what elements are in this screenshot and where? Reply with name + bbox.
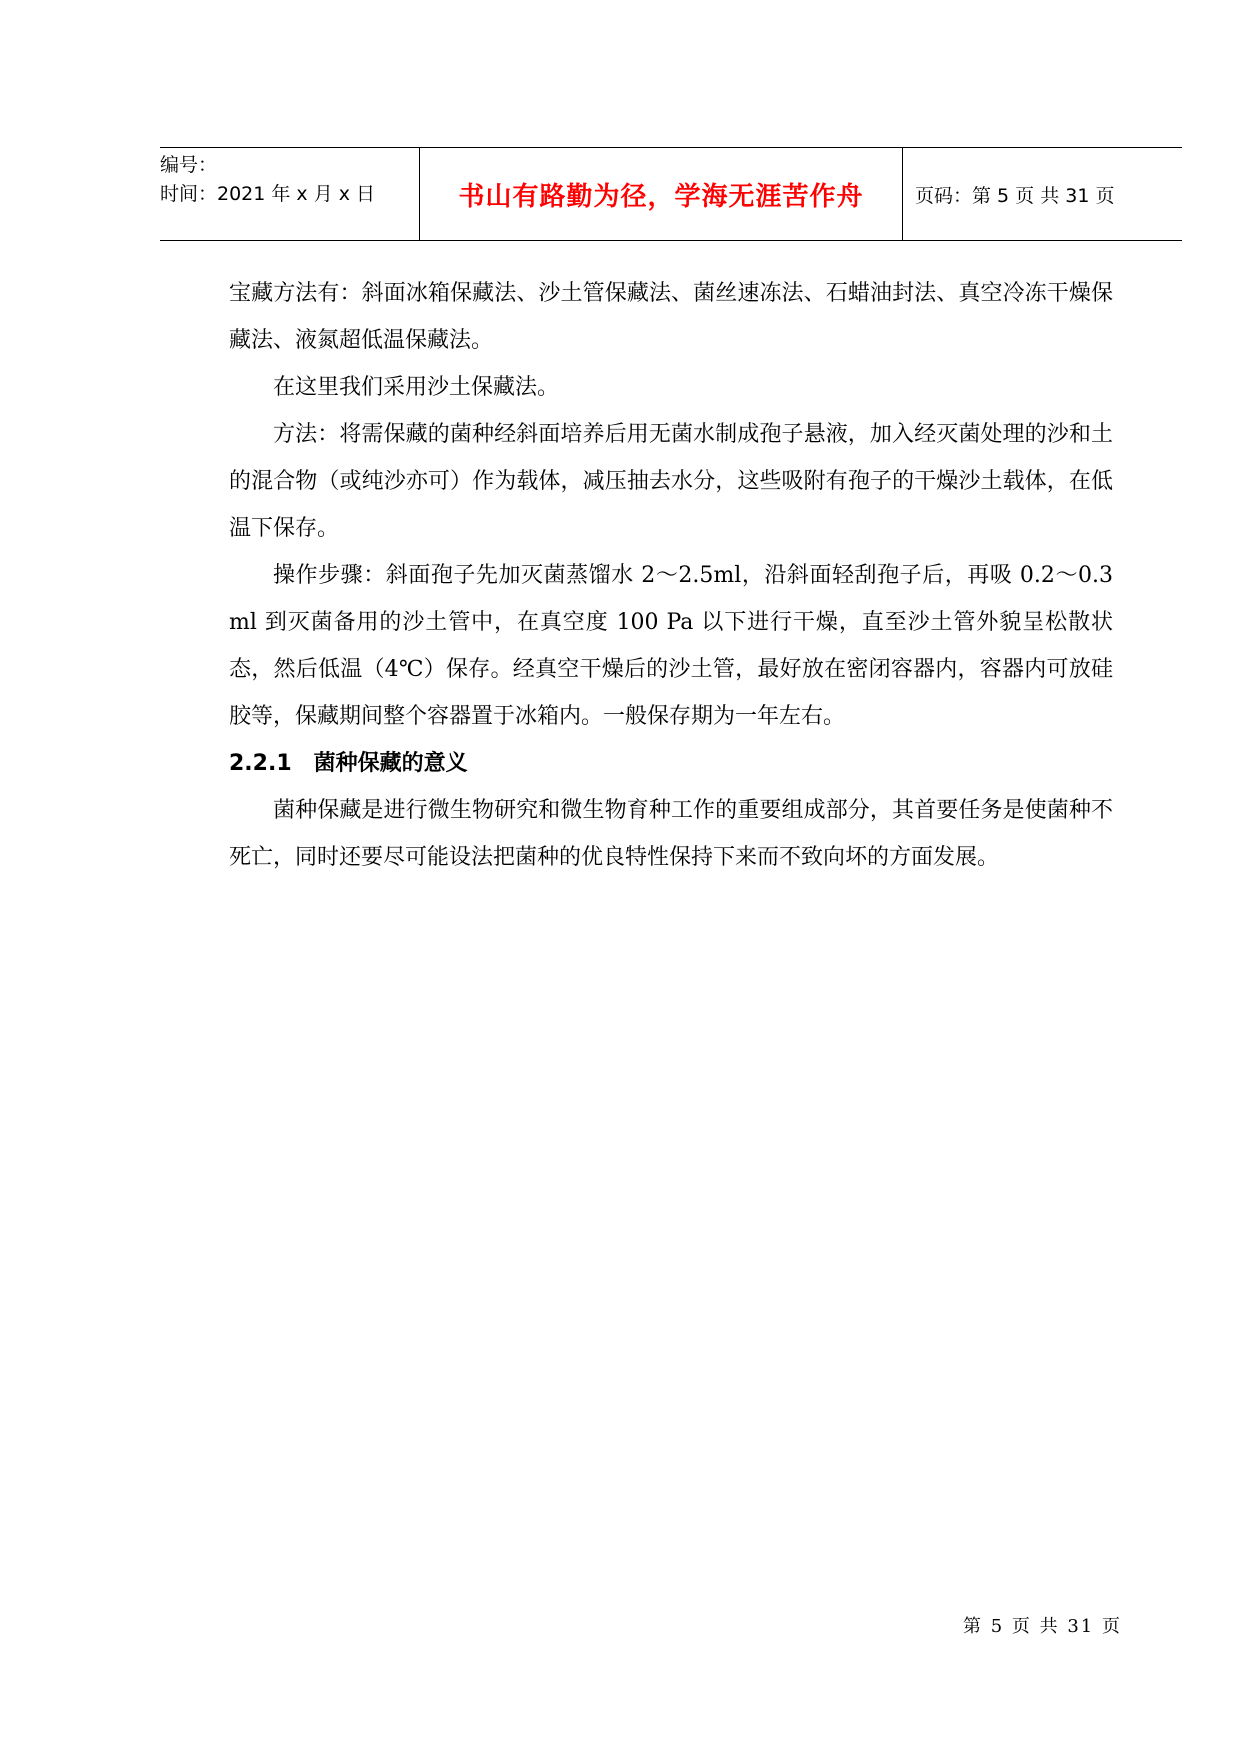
document-body (229, 270, 1113, 881)
paragraph-chosen-method: 在这里我们采用沙土保藏法。 (273, 375, 560, 400)
section-number: 2.2.1 (229, 751, 292, 776)
paragraph-significance: 菌种保藏是进行微生物研究和微生物育种工作的重要组成部分，其首要任务是使菌种不死亡，同时还要尽可能设法把菌种的优良特性保持下来而不致向坏的方面发展。 (229, 798, 1113, 870)
header-motto: 书山有路勤为径，学海无涯苦作舟 (458, 181, 864, 212)
paragraph-method-description: 方法：将需保藏的菌种经斜面培养后用无菌水制成孢子悬液，加入经灭菌处理的沙和土的混合物（或纯沙亦可）作为载体，减压抽去水分，这些吸附有孢子的干燥沙土载体，在低温下保存。 (229, 422, 1113, 541)
document-number-label: 编号： (160, 154, 218, 176)
document-time-label: 时间：2021 年 x 月 x 日 (160, 183, 376, 205)
paragraph-operation-steps: 操作步骤：斜面孢子先加灭菌蒸馏水 2～2.5ml，沿斜面轻刮孢子后，再吸 0.2～0.3 ml 到灭菌备用的沙土管中，在真空度 100 Pa 以下进行干燥，直至沙土管外貌呈松散状态，然后低温（4℃）保存。经真空干燥后的沙土管，最好放在密闭容器内，容器内可放硅胶等，保藏期间整个容器置于冰箱内。一般保存期为一年左右。 (229, 563, 1113, 729)
header-page-info: 页码：第 5 页 共 31 页 (915, 184, 1115, 207)
section-heading (229, 740, 1113, 787)
page-footer: 第 5 页 共 31 页 (963, 1616, 1122, 1637)
document-header (160, 147, 1182, 241)
paragraph-preservation-methods: 宝藏方法有：斜面冰箱保藏法、沙土管保藏法、菌丝速冻法、石蜡油封法、真空冷冻干燥保藏法、液氮超低温保藏法。 (229, 281, 1113, 353)
header-meta-cell (160, 148, 420, 240)
header-motto-cell (420, 148, 903, 240)
section-title: 菌种保藏的意义 (313, 751, 468, 776)
